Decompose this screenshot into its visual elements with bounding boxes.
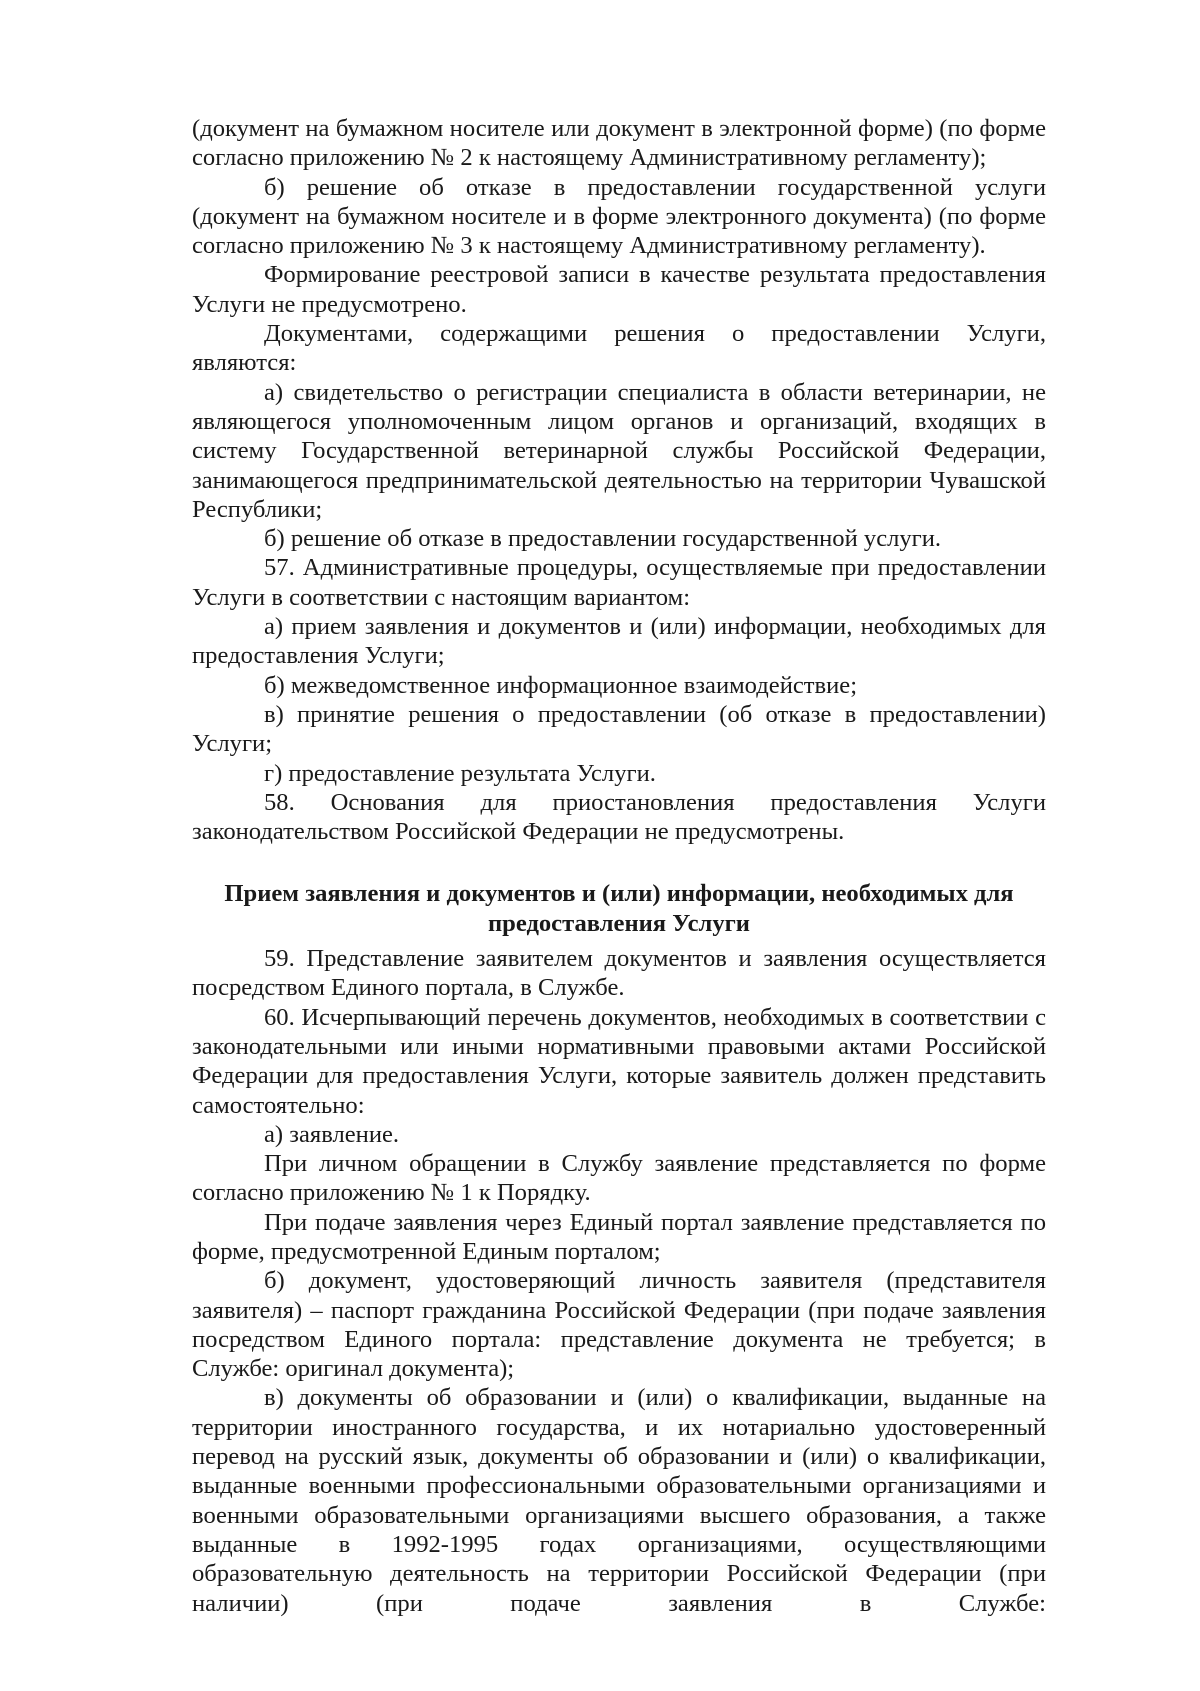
document-page	[192, 114, 1046, 1618]
paragraph-registry-record: Формирование реестровой записи в качестве результата предоставления Услуги не предусмотрено.	[192, 261, 1046, 318]
paragraph-continuation: (документ на бумажном носителе или документ в электронной форме) (по форме согласно приложению № 2 к настоящему Административному регламенту);	[192, 115, 1046, 172]
spacer	[192, 846, 1046, 879]
paragraph-60: 60. Исчерпывающий перечень документов, необходимых в соответствии с законодательными или иными нормативными правовыми актами Российской Федерации для предоставления Услуги, которые заявитель должен представить самостоятельно:	[192, 1003, 1046, 1119]
paragraph-documents-intro: Документами, содержащими решения о предоставлении Услуги, являются:	[192, 320, 1046, 377]
section-heading-line-2: предоставления Услуги	[488, 909, 750, 937]
paragraph-decision-refusal-doc: б) решение об отказе в предоставлении государственной услуги (документ на бумажном носителе и в форме электронного документа) (по форме согласно приложению № 3 к настоящему Административному регламенту).	[192, 173, 1046, 260]
paragraph-60-a: а) заявление.	[264, 1120, 400, 1148]
paragraph-60-c: в) документы об образовании и (или) о квалификации, выданные на территории иностранного государства, и их нотариально удостоверенный перевод на русский язык, документы об образовании и (или) о квалификации, выданные военными профессиональными образовательными организациями и военными образовательными организациями высшего образования, а также выданные в 1992-1995 годах организациями, осуществляющими образовательную деятельность на территории Российской Федерации (при наличии) (при подаче заявления в Службе:	[192, 1384, 1046, 1617]
paragraph-portal-submission: При подаче заявления через Единый портал заявление представляется по форме, предусмотренной Единым порталом;	[192, 1208, 1046, 1265]
section-heading-line-1: Прием заявления и документов и (или) информации, необходимых для	[224, 880, 1014, 908]
paragraph-57-b: б) межведомственное информационное взаимодействие;	[264, 671, 858, 699]
paragraph-57-c: в) принятие решения о предоставлении (об отказе в предоставлении) Услуги;	[192, 700, 1046, 758]
paragraph-certificate: а) свидетельство о регистрации специалиста в области ветеринарии, не являющегося уполномоченным лицом органов и организаций, входящих в систему Государственной ветеринарной службы Российской Федерации, занимающегося предпринимательской деятельностью на территории Чувашской Республики;	[192, 378, 1046, 523]
paragraph-57-d: г) предоставление результата Услуги.	[264, 759, 656, 787]
paragraph-refusal-decision: б) решение об отказе в предоставлении государственной услуги.	[264, 525, 942, 553]
paragraph-58: 58. Основания для приостановления предоставления Услуги законодательством Российской Федерации не предусмотрены.	[192, 788, 1046, 846]
paragraph-57-a: а) прием заявления и документов и (или) информации, необходимых для предоставления Услуги;	[192, 613, 1046, 670]
paragraph-57: 57. Административные процедуры, осуществляемые при предоставлении Услуги в соответствии с настоящим вариантом:	[192, 554, 1046, 611]
paragraph-60-b: б) документ, удостоверяющий личность заявителя (представителя заявителя) – паспорт гражданина Российской Федерации (при подаче заявления посредством Единого портала: представление документа не требуется; в Службе: оригинал документа);	[192, 1267, 1046, 1383]
paragraph-personal-visit: При личном обращении в Службу заявление представляется по форме согласно приложению № 1 к Порядку.	[192, 1150, 1046, 1207]
paragraph-59: 59. Представление заявителем документов и заявления осуществляется посредством Единого портала, в Службе.	[192, 945, 1046, 1002]
